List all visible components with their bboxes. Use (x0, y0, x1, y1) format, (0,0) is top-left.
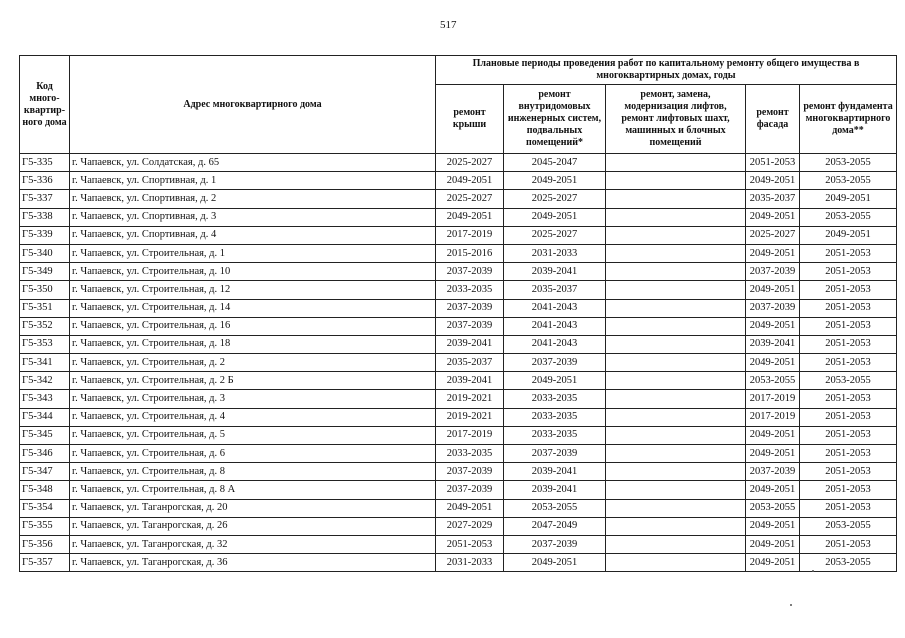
cell-code: Г5-344 (20, 408, 70, 426)
cell-lifts (606, 317, 746, 335)
header-lifts: ремонт, замена, модернизация лифтов, ремонт лифтовых шахт, машинных и блочных помещений (606, 85, 746, 154)
table-row (20, 390, 897, 408)
cell-code: Г5-354 (20, 499, 70, 517)
cell-facade: 2037-2039 (746, 299, 800, 317)
header-facade: ремонт фасада (746, 85, 800, 154)
cell-facade: 2037-2039 (746, 463, 800, 481)
cell-lifts (606, 481, 746, 499)
cell-roof: 2039-2041 (436, 335, 504, 353)
table-row (20, 554, 897, 572)
cell-facade: 2049-2051 (746, 281, 800, 299)
cell-code: Г5-340 (20, 244, 70, 262)
table-body (20, 154, 897, 572)
table-row (20, 481, 897, 499)
cell-lifts (606, 190, 746, 208)
cell-foundation: 2051-2053 (800, 426, 897, 444)
cell-roof: 2033-2035 (436, 445, 504, 463)
cell-roof: 2049-2051 (436, 208, 504, 226)
cell-foundation: 2049-2051 (800, 190, 897, 208)
cell-code: Г5-350 (20, 281, 70, 299)
cell-roof: 2037-2039 (436, 317, 504, 335)
cell-facade: 2035-2037 (746, 190, 800, 208)
cell-address: г. Чапаевск, ул. Таганрогская, д. 20 (70, 499, 436, 517)
cell-foundation: 2051-2053 (800, 390, 897, 408)
cell-address: г. Чапаевск, ул. Строительная, д. 5 (70, 426, 436, 444)
cell-foundation: 2053-2055 (800, 517, 897, 535)
cell-lifts (606, 499, 746, 517)
cell-systems: 2039-2041 (504, 263, 606, 281)
cell-facade: 2049-2051 (746, 172, 800, 190)
cell-roof: 2031-2033 (436, 554, 504, 572)
cell-systems: 2025-2027 (504, 226, 606, 244)
cell-facade: 2049-2051 (746, 426, 800, 444)
cell-roof: 2037-2039 (436, 299, 504, 317)
cell-address: г. Чапаевск, ул. Строительная, д. 10 (70, 263, 436, 281)
cell-address: г. Чапаевск, ул. Строительная, д. 6 (70, 445, 436, 463)
cell-facade: 2049-2051 (746, 208, 800, 226)
cell-roof: 2017-2019 (436, 426, 504, 444)
cell-facade: 2037-2039 (746, 263, 800, 281)
cell-foundation: 2051-2053 (800, 463, 897, 481)
cell-code: Г5-341 (20, 354, 70, 372)
cell-foundation: 2051-2053 (800, 408, 897, 426)
table-header (20, 56, 897, 154)
cell-code: Г5-351 (20, 299, 70, 317)
cell-systems: 2039-2041 (504, 463, 606, 481)
cell-code: Г5-336 (20, 172, 70, 190)
cell-code: Г5-352 (20, 317, 70, 335)
cell-address: г. Чапаевск, ул. Спортивная, д. 2 (70, 190, 436, 208)
cell-address: г. Чапаевск, ул. Строительная, д. 16 (70, 317, 436, 335)
cell-lifts (606, 263, 746, 281)
cell-lifts (606, 426, 746, 444)
cell-roof: 2019-2021 (436, 408, 504, 426)
header-foundation: ремонт фундамента многоквартирного дома** (800, 85, 897, 154)
cell-systems: 2037-2039 (504, 535, 606, 553)
table-row (20, 517, 897, 535)
cell-address: г. Чапаевск, ул. Строительная, д. 14 (70, 299, 436, 317)
cell-lifts (606, 372, 746, 390)
cell-lifts (606, 463, 746, 481)
cell-address: г. Чапаевск, ул. Строительная, д. 2 Б (70, 372, 436, 390)
cell-facade: 2051-2053 (746, 154, 800, 172)
cell-address: г. Чапаевск, ул. Спортивная, д. 3 (70, 208, 436, 226)
cell-lifts (606, 445, 746, 463)
cell-lifts (606, 390, 746, 408)
cell-address: г. Чапаевск, ул. Солдатская, д. 65 (70, 154, 436, 172)
table-row (20, 208, 897, 226)
table-row (20, 226, 897, 244)
header-code: Код много-квартир-ного дома (20, 56, 70, 154)
cell-roof: 2015-2016 (436, 244, 504, 262)
header-roof: ремонт крыши (436, 85, 504, 154)
cell-foundation: 2051-2053 (800, 535, 897, 553)
cell-facade: 2017-2019 (746, 390, 800, 408)
table-row (20, 445, 897, 463)
cell-foundation: 2053-2055 (800, 154, 897, 172)
cell-systems: 2049-2051 (504, 172, 606, 190)
cell-address: г. Чапаевск, ул. Строительная, д. 8 А (70, 481, 436, 499)
cell-code: Г5-339 (20, 226, 70, 244)
cell-foundation: 2051-2053 (800, 499, 897, 517)
cell-foundation: 2053-2055 (800, 554, 897, 572)
cell-address: г. Чапаевск, ул. Таганрогская, д. 26 (70, 517, 436, 535)
cell-foundation: 2051-2053 (800, 281, 897, 299)
cell-facade: 2049-2051 (746, 535, 800, 553)
cell-systems: 2033-2035 (504, 408, 606, 426)
scan-speck (790, 604, 792, 606)
cell-code: Г5-353 (20, 335, 70, 353)
cell-lifts (606, 554, 746, 572)
cell-roof: 2051-2053 (436, 535, 504, 553)
cell-foundation: 2051-2053 (800, 481, 897, 499)
cell-code: Г5-342 (20, 372, 70, 390)
cell-roof: 2037-2039 (436, 463, 504, 481)
header-systems: ремонт внутридомовых инженерных систем, подвальных помещений* (504, 85, 606, 154)
cell-code: Г5-347 (20, 463, 70, 481)
table-row (20, 281, 897, 299)
table-row (20, 190, 897, 208)
header-group: Плановые периоды проведения работ по капитальному ремонту общего имущества в многоквартирных домах, годы (436, 56, 897, 85)
cell-lifts (606, 244, 746, 262)
cell-roof: 2037-2039 (436, 263, 504, 281)
table-row (20, 535, 897, 553)
cell-facade: 2049-2051 (746, 354, 800, 372)
repair-schedule-table (19, 55, 897, 572)
cell-facade: 2025-2027 (746, 226, 800, 244)
table-row (20, 263, 897, 281)
cell-code: Г5-345 (20, 426, 70, 444)
cell-code: Г5-337 (20, 190, 70, 208)
cell-address: г. Чапаевск, ул. Строительная, д. 12 (70, 281, 436, 299)
cell-roof: 2049-2051 (436, 172, 504, 190)
cell-roof: 2017-2019 (436, 226, 504, 244)
cell-address: г. Чапаевск, ул. Строительная, д. 2 (70, 354, 436, 372)
cell-code: Г5-356 (20, 535, 70, 553)
cell-foundation: 2051-2053 (800, 263, 897, 281)
cell-foundation: 2053-2055 (800, 172, 897, 190)
cell-facade: 2049-2051 (746, 481, 800, 499)
cell-address: г. Чапаевск, ул. Строительная, д. 18 (70, 335, 436, 353)
cell-facade: 2053-2055 (746, 499, 800, 517)
cell-roof: 2027-2029 (436, 517, 504, 535)
table-row (20, 154, 897, 172)
table-row (20, 372, 897, 390)
cell-address: г. Чапаевск, ул. Спортивная, д. 4 (70, 226, 436, 244)
cell-foundation: 2051-2053 (800, 354, 897, 372)
cell-lifts (606, 517, 746, 535)
cell-lifts (606, 354, 746, 372)
cell-systems: 2041-2043 (504, 299, 606, 317)
table-row (20, 463, 897, 481)
cell-systems: 2047-2049 (504, 517, 606, 535)
cell-lifts (606, 535, 746, 553)
cell-address: г. Чапаевск, ул. Таганрогская, д. 36 (70, 554, 436, 572)
cell-code: Г5-357 (20, 554, 70, 572)
table-row (20, 354, 897, 372)
cell-facade: 2049-2051 (746, 554, 800, 572)
cell-address: г. Чапаевск, ул. Строительная, д. 4 (70, 408, 436, 426)
cell-systems: 2049-2051 (504, 208, 606, 226)
cell-systems: 2049-2051 (504, 372, 606, 390)
cell-foundation: 2049-2051 (800, 226, 897, 244)
cell-address: г. Чапаевск, ул. Спортивная, д. 1 (70, 172, 436, 190)
cell-systems: 2041-2043 (504, 317, 606, 335)
cell-lifts (606, 281, 746, 299)
table-row (20, 426, 897, 444)
cell-systems: 2025-2027 (504, 190, 606, 208)
cell-code: Г5-348 (20, 481, 70, 499)
cell-roof: 2033-2035 (436, 281, 504, 299)
cell-systems: 2045-2047 (504, 154, 606, 172)
cell-systems: 2053-2055 (504, 499, 606, 517)
cell-code: Г5-335 (20, 154, 70, 172)
cell-code: Г5-343 (20, 390, 70, 408)
cell-roof: 2039-2041 (436, 372, 504, 390)
header-address: Адрес многоквартирного дома (70, 56, 436, 154)
cell-systems: 2031-2033 (504, 244, 606, 262)
table-row (20, 299, 897, 317)
cell-facade: 2049-2051 (746, 317, 800, 335)
table-row (20, 335, 897, 353)
cell-code: Г5-338 (20, 208, 70, 226)
cell-systems: 2033-2035 (504, 390, 606, 408)
cell-address: г. Чапаевск, ул. Строительная, д. 8 (70, 463, 436, 481)
cell-facade: 2039-2041 (746, 335, 800, 353)
cell-lifts (606, 408, 746, 426)
scan-speck (812, 570, 814, 572)
cell-foundation: 2053-2055 (800, 208, 897, 226)
cell-foundation: 2051-2053 (800, 244, 897, 262)
cell-address: г. Чапаевск, ул. Таганрогская, д. 32 (70, 535, 436, 553)
cell-facade: 2049-2051 (746, 244, 800, 262)
cell-foundation: 2053-2055 (800, 372, 897, 390)
cell-systems: 2037-2039 (504, 354, 606, 372)
cell-roof: 2025-2027 (436, 190, 504, 208)
cell-systems: 2039-2041 (504, 481, 606, 499)
cell-systems: 2049-2051 (504, 554, 606, 572)
cell-lifts (606, 226, 746, 244)
cell-systems: 2033-2035 (504, 426, 606, 444)
table-row (20, 172, 897, 190)
cell-facade: 2049-2051 (746, 445, 800, 463)
cell-lifts (606, 335, 746, 353)
cell-foundation: 2051-2053 (800, 445, 897, 463)
cell-code: Г5-355 (20, 517, 70, 535)
cell-facade: 2017-2019 (746, 408, 800, 426)
cell-lifts (606, 154, 746, 172)
cell-systems: 2035-2037 (504, 281, 606, 299)
cell-roof: 2019-2021 (436, 390, 504, 408)
table-row (20, 408, 897, 426)
table-row (20, 317, 897, 335)
cell-foundation: 2051-2053 (800, 317, 897, 335)
cell-lifts (606, 172, 746, 190)
cell-facade: 2053-2055 (746, 372, 800, 390)
table-row (20, 244, 897, 262)
cell-address: г. Чапаевск, ул. Строительная, д. 1 (70, 244, 436, 262)
cell-foundation: 2051-2053 (800, 299, 897, 317)
cell-roof: 2025-2027 (436, 154, 504, 172)
cell-code: Г5-346 (20, 445, 70, 463)
cell-roof: 2049-2051 (436, 499, 504, 517)
cell-lifts (606, 299, 746, 317)
cell-roof: 2037-2039 (436, 481, 504, 499)
cell-code: Г5-349 (20, 263, 70, 281)
cell-foundation: 2051-2053 (800, 335, 897, 353)
cell-roof: 2035-2037 (436, 354, 504, 372)
cell-systems: 2041-2043 (504, 335, 606, 353)
table-row (20, 499, 897, 517)
cell-lifts (606, 208, 746, 226)
cell-facade: 2049-2051 (746, 517, 800, 535)
cell-address: г. Чапаевск, ул. Строительная, д. 3 (70, 390, 436, 408)
page-number: 517 (440, 19, 457, 31)
cell-systems: 2037-2039 (504, 445, 606, 463)
